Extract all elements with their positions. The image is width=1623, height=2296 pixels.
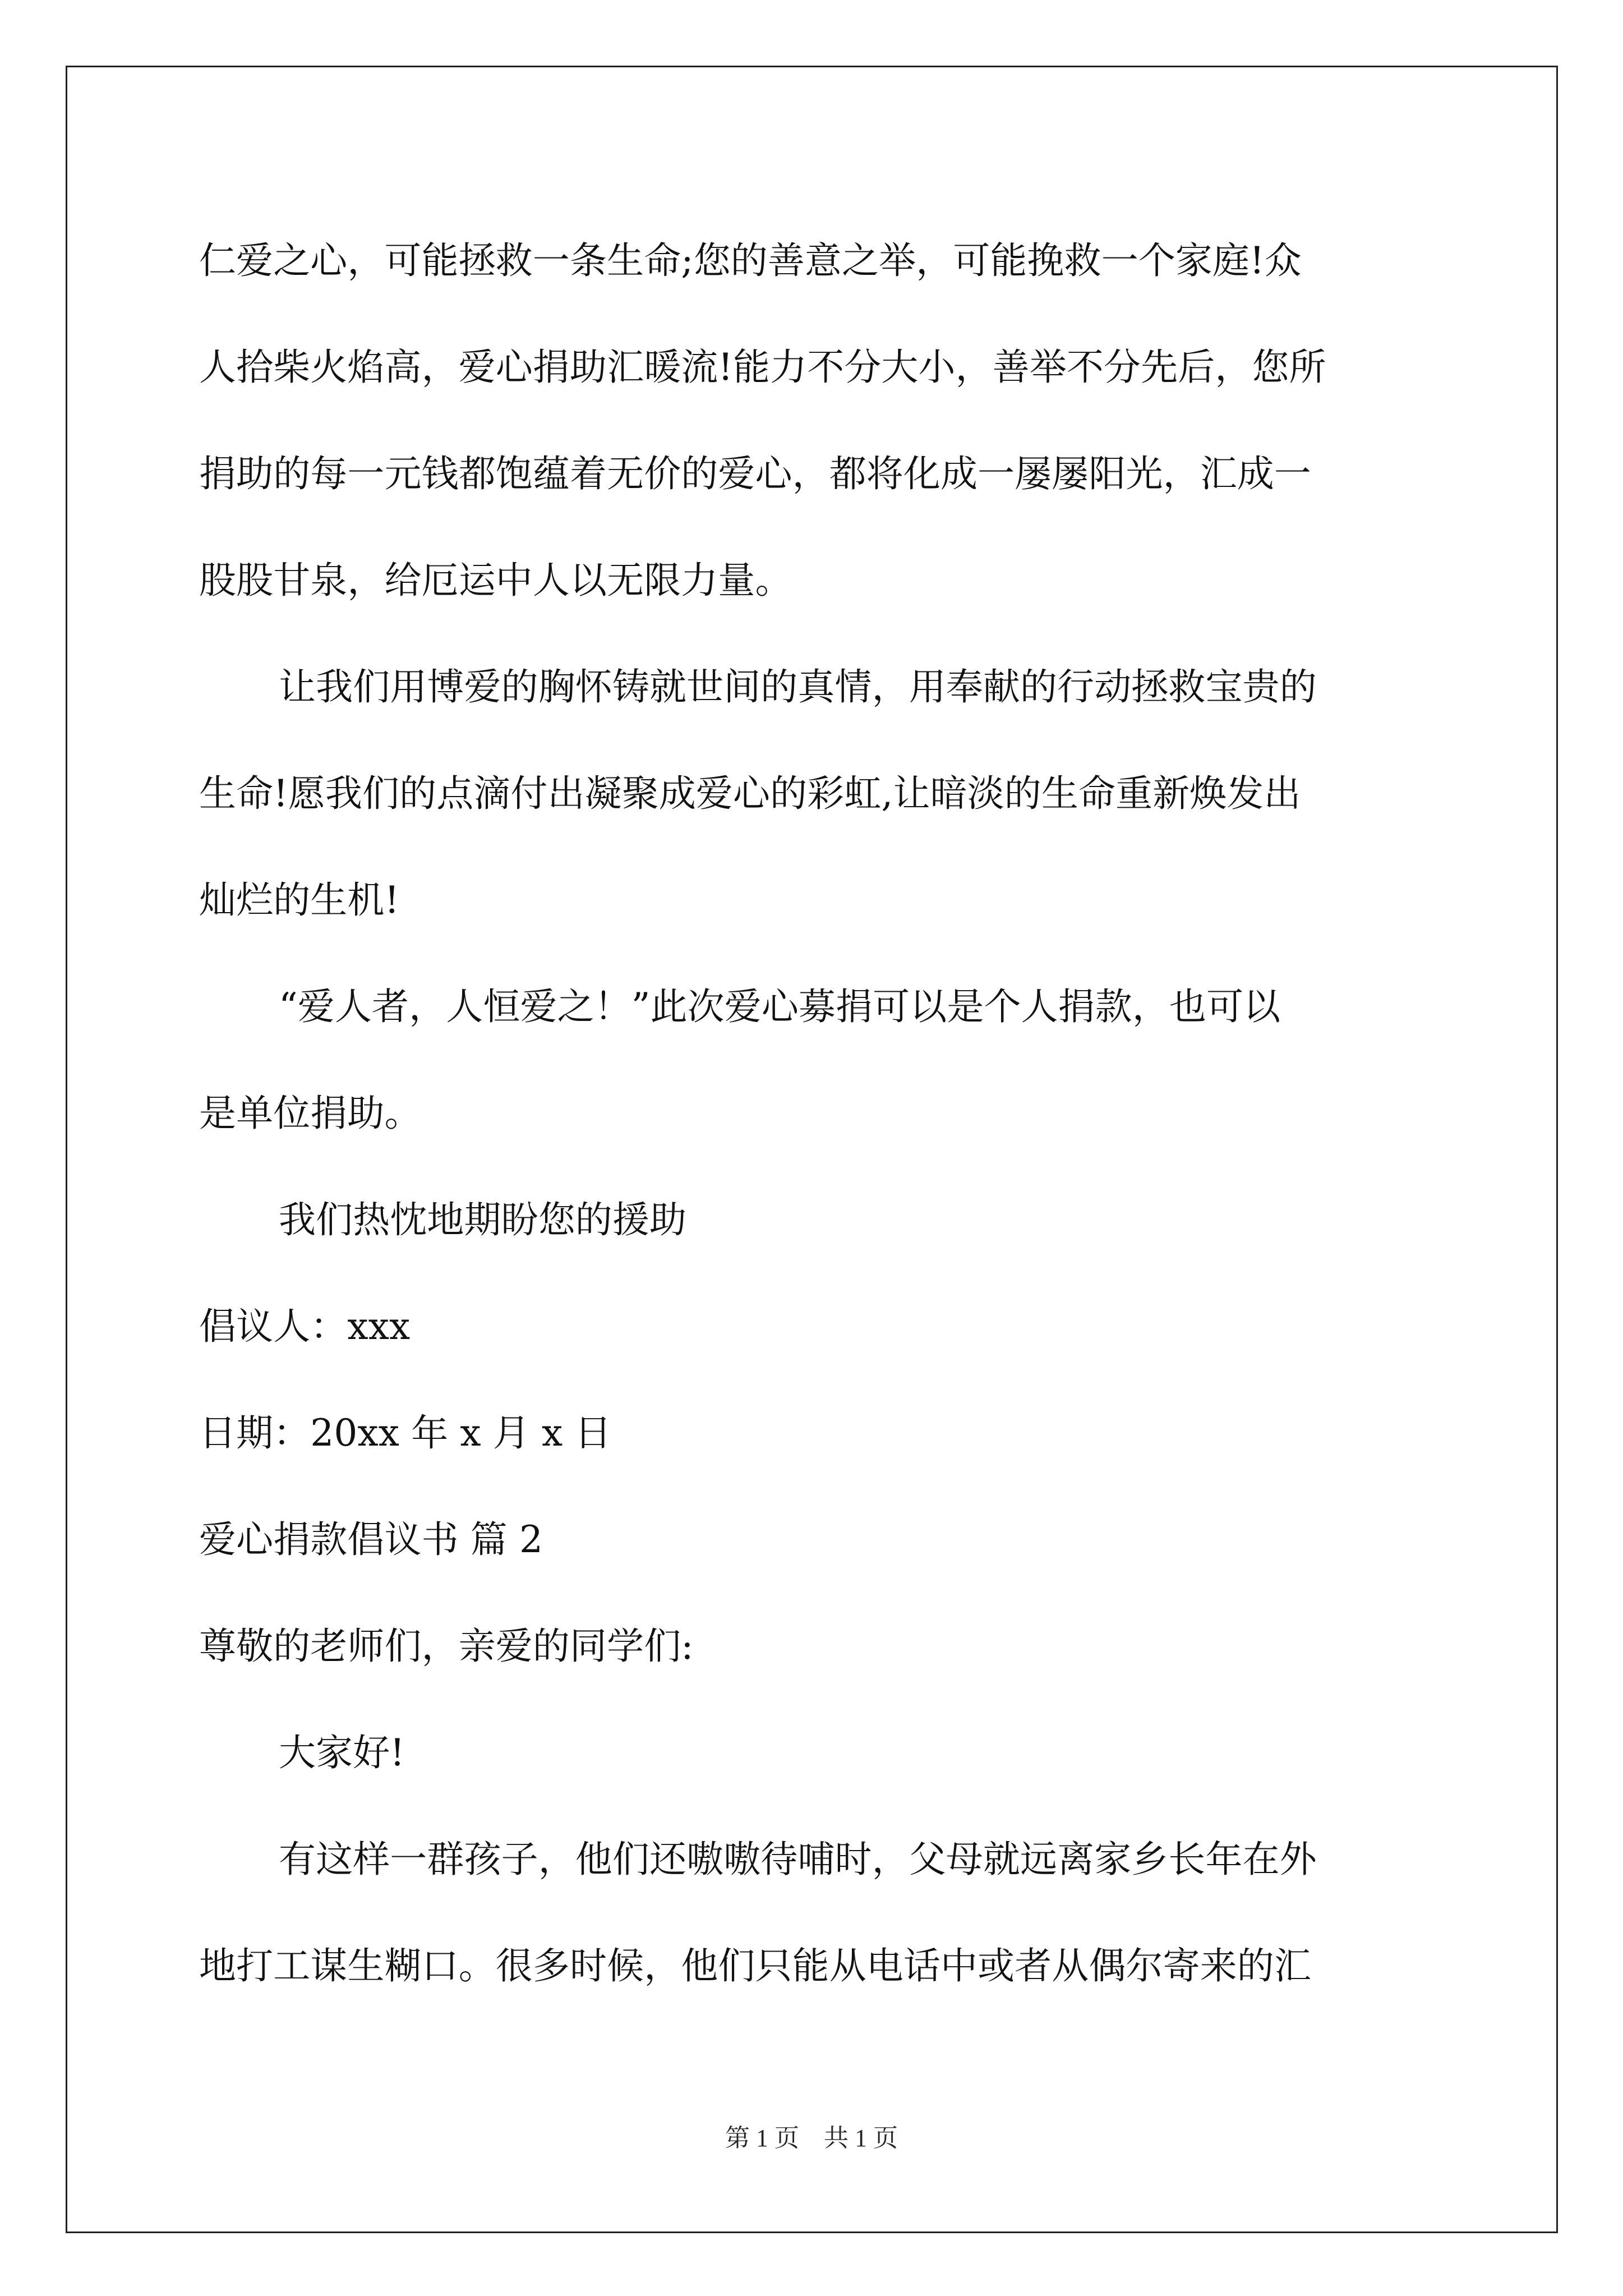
paragraph-line: 有这样一群孩子，他们还嗷嗷待哺时，父母就远离家乡长年在外 <box>279 1838 1317 1881</box>
paragraph-line: 日期：20xx 年 x 月 x 日 <box>199 1411 612 1455</box>
paragraph-line: 爱心捐款倡议书 篇 2 <box>199 1518 543 1561</box>
document-body <box>199 208 1427 2019</box>
paragraph-line: 人拾柴火焰高，爱心捐助汇暖流!能力不分大小，善举不分先后，您所 <box>199 346 1326 389</box>
paragraph-line: 大家好! <box>279 1731 405 1774</box>
paragraph-line: 让我们用博爱的胸怀铸就世间的真情，用奉献的行动拯救宝贵的 <box>279 665 1317 708</box>
paragraph-line: 捐助的每一元钱都饱蕴着无价的爱心，都将化成一屡屡阳光，汇成一 <box>199 452 1311 495</box>
paragraph-line: 尊敬的老师们，亲爱的同学们: <box>199 1625 694 1668</box>
page-number: 第 1 页 <box>725 2124 799 2152</box>
paragraph-line: 倡议人：xxx <box>199 1305 411 1348</box>
page-footer <box>0 2118 1623 2154</box>
paragraph-line: 我们热忱地期盼您的援助 <box>279 1198 687 1241</box>
paragraph-line: “爱人者，人恒爱之！”此次爱心募捐可以是个人捐款，也可以 <box>279 985 1281 1028</box>
paragraph-line: 地打工谋生糊口。很多时候，他们只能从电话中或者从偶尔寄来的汇 <box>199 1944 1311 1987</box>
paragraph-line: 灿烂的生机! <box>199 878 400 922</box>
paragraph-line: 是单位捐助。 <box>199 1092 422 1135</box>
paragraph-line: 仁爱之心，可能拯救一条生命;您的善意之举，可能挽救一个家庭!众 <box>199 239 1302 282</box>
paragraph-line: 股股甘泉，给厄运中人以无限力量。 <box>199 559 792 602</box>
page-total: 共 1 页 <box>824 2124 898 2152</box>
paragraph-line: 生命!愿我们的点滴付出凝聚成爱心的彩虹,让暗淡的生命重新焕发出 <box>199 772 1301 815</box>
